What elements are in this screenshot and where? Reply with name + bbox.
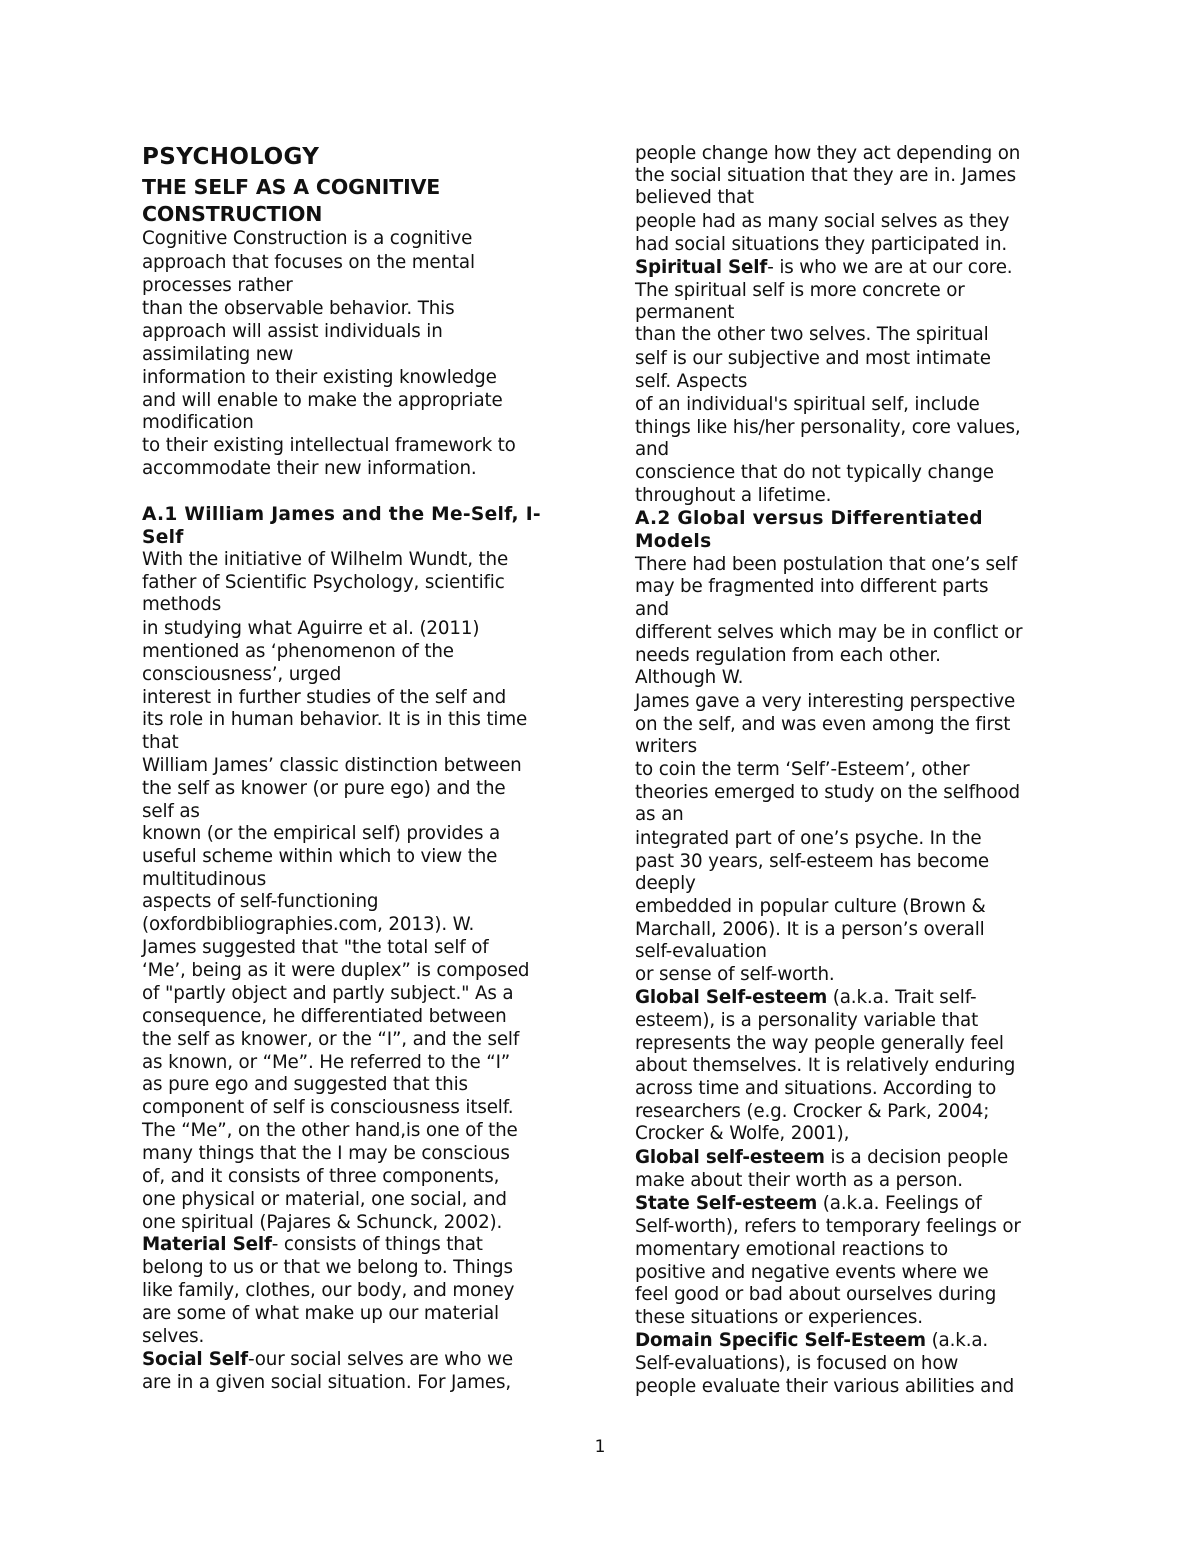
text-line: are some of what make up our material [142,1303,499,1324]
text-line: known (or the empirical self) provides a [142,823,501,844]
text-line: writers [635,736,697,757]
text-line: may be fragmented into different parts [635,576,989,597]
text-line: integrated part of one’s psyche. In the [635,828,982,849]
text-line: self as [142,801,200,822]
text-run: is a decision people [824,1147,1009,1168]
bold-term: Spiritual Self [635,257,768,278]
text-line: The “Me”, on the other hand,is one of the [142,1120,518,1141]
text-line: Crocker & Wolfe, 2001), [635,1123,850,1144]
text-line: aspects of self-functioning [142,891,379,912]
text-line: momentary emotional reactions to [635,1239,949,1260]
text-run: -our social selves are who we [247,1349,513,1370]
text-line: researchers (e.g. Crocker & Park, 2004; [635,1101,990,1122]
text-line: approach that focuses on the mental [142,252,475,273]
bold-term: Global self-esteem [635,1147,825,1168]
text-line: and will enable to make the appropriate [142,390,503,411]
text-line [635,1192,982,1215]
text-line: than the other two selves. The spiritual [635,324,989,345]
text-line [142,1348,513,1371]
text-line: mentioned as ‘phenomenon of the [142,641,454,662]
text-line: one spiritual (Pajares & Schunck, 2002). [142,1212,503,1233]
text-line: deeply [635,873,696,894]
title-line: PSYCHOLOGY [142,144,320,170]
text-line: and [635,439,669,460]
text-line: There had been postulation that one’s self [635,554,1018,575]
text-line: in studying what Aguirre et al. (2011) [142,618,480,639]
text-line: people had as many social selves as they [635,211,1010,232]
text-line [142,1233,483,1256]
text-line: modification [142,412,254,433]
text-line: ‘Me’, being as it were duplex” is composed [142,960,530,981]
text-line: these situations or experiences. [635,1307,923,1328]
text-line: make about their worth as a person. [635,1170,963,1191]
text-line: James gave a very interesting perspective [635,691,1016,712]
text-line: of, and it consists of three components, [142,1166,500,1187]
text-line: positive and negative events where we [635,1262,989,1283]
text-line: consequence, he differentiated between [142,1006,507,1027]
subheading-line: Self [142,527,184,548]
text-line: many things that the I may be conscious [142,1143,510,1164]
text-line: embedded in popular culture (Brown & [635,896,986,917]
text-line: consciousness’, urged [142,664,342,685]
text-run: (a.k.a. Trait self- [827,987,977,1008]
text-line [635,256,1012,279]
text-line: as known, or “Me”. He referred to the “I” [142,1052,511,1073]
text-line: Marchall, 2006). It is a person’s overall [635,919,985,940]
text-run: (a.k.a. [925,1330,989,1351]
text-line: accommodate their new information. [142,458,477,479]
text-line: or sense of self-worth. [635,964,835,985]
text-line: Although W. [635,667,744,688]
text-line: William James’ classic distinction between [142,755,522,776]
text-run: - consists of things that [271,1234,483,1255]
text-line: methods [142,594,222,615]
text-line: to their existing intellectual framework to [142,435,516,456]
page-number: 1 [594,1437,606,1457]
text-line: esteem), is a personality variable that [635,1010,979,1031]
text-line: one physical or material, one social, and [142,1189,507,1210]
text-line: Self-worth), refers to temporary feelings or [635,1216,1021,1237]
text-line: assimilating new [142,344,294,365]
text-line: useful scheme within which to view the [142,846,498,867]
text-line: permanent [635,302,735,323]
text-line: different selves which may be in conflict or [635,622,1023,643]
text-line: people change how they act depending on [635,143,1021,164]
text-line: like family, clothes, our body, and money [142,1280,515,1301]
text-line: its role in human behavior. It is in this time [142,709,528,730]
text-line [635,1146,1008,1169]
bold-term: Material Self [142,1234,272,1255]
text-line: past 30 years, self-esteem has become [635,851,989,872]
bold-term: Global Self-esteem [635,987,828,1008]
bold-term: State Self-esteem [635,1193,818,1214]
text-line: of "partly object and partly subject." As a [142,983,514,1004]
heading-line: CONSTRUCTION [142,202,323,226]
text-line: that [142,732,179,753]
text-line: theories emerged to study on the selfhood [635,782,1020,803]
text-line: to coin the term ‘Self’-Esteem’, other [635,759,970,780]
text-line: about themselves. It is relatively enduring [635,1055,1016,1076]
bold-term: Social Self [142,1349,248,1370]
text-line: represents the way people generally feel [635,1033,1004,1054]
text-line: feel good or bad about ourselves during [635,1284,997,1305]
text-line [635,1329,988,1352]
text-line: Cognitive Construction is a cognitive [142,228,473,249]
subheading-line: A.2 Global versus Differentiated [635,508,983,529]
text-line: throughout a lifetime. [635,485,832,506]
text-line: of an individual's spiritual self, include [635,394,980,415]
text-line: believed that [635,187,754,208]
text-line: Self-evaluations), is focused on how [635,1353,959,1374]
text-line: processes rather [142,275,293,296]
text-line: needs regulation from each other. [635,645,941,666]
subheading-line: Models [635,531,712,552]
text-line: the self as knower (or pure ego) and the [142,778,506,799]
text-line: interest in further studies of the self and [142,687,507,708]
subheading-line: A.1 William James and the Me-Self, I- [142,504,541,525]
text-line [635,986,976,1009]
text-line: are in a given social situation. For James, [142,1372,512,1393]
text-line: as an [635,804,684,825]
text-line: father of Scientific Psychology, scientific [142,572,505,593]
text-line: component of self is consciousness itself. [142,1097,514,1118]
text-run: - is who we are at our core. [767,257,1013,278]
text-line: on the self, and was even among the first [635,714,1011,735]
text-line: self. Aspects [635,371,748,392]
text-line: belong to us or that we belong to. Things [142,1257,513,1278]
text-line: people evaluate their various abilities and [635,1376,1015,1397]
text-line: James suggested that "the total self of [142,937,489,958]
text-line: information to their existing knowledge [142,367,497,388]
text-line: self is our subjective and most intimate [635,348,991,369]
text-line: conscience that do not typically change [635,462,994,483]
text-line: across time and situations. According to [635,1078,997,1099]
text-line: and [635,599,669,620]
text-line: things like his/her personality, core values, [635,417,1021,438]
bold-term: Domain Specific Self-Esteem [635,1330,926,1351]
text-line: multitudinous [142,869,267,890]
text-line: selves. [142,1326,205,1347]
text-line: as pure ego and suggested that this [142,1074,468,1095]
text-line: The spiritual self is more concrete or [635,280,965,301]
text-line: self-evaluation [635,941,767,962]
text-line: had social situations they participated in. [635,234,1008,255]
text-line: the social situation that they are in. James [635,165,1016,186]
text-line: approach will assist individuals in [142,321,443,342]
text-line: (oxfordbibliographies.com, 2013). W. [142,914,475,935]
heading-line: THE SELF AS A COGNITIVE [142,175,441,199]
text-line: the self as knower, or the “I”, and the self [142,1029,520,1050]
text-run: (a.k.a. Feelings of [817,1193,982,1214]
text-line: than the observable behavior. This [142,298,455,319]
text-line: With the initiative of Wilhelm Wundt, the [142,549,509,570]
